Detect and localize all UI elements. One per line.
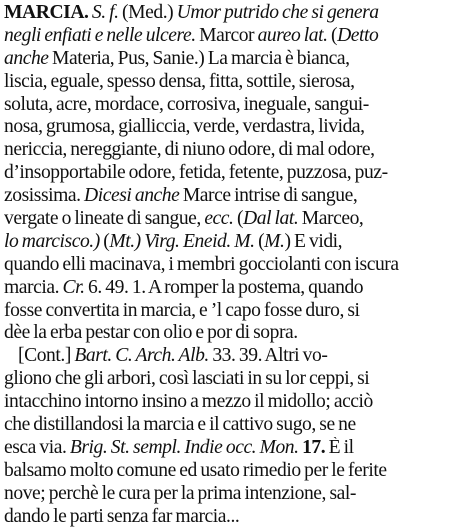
text-run: intacchino intorno insino a mezzo il midollo; acciò xyxy=(4,391,373,413)
text-run: zosissima. xyxy=(4,185,85,207)
entry-line xyxy=(4,460,462,483)
headword: MARCIA. xyxy=(4,2,89,23)
text-run: dèe la erba pestar con olio e por di sopra. xyxy=(4,322,298,344)
text-run: Dicesi anche xyxy=(84,185,180,207)
entry-line xyxy=(4,345,462,368)
text-run: ( xyxy=(99,230,110,252)
entry-line xyxy=(4,483,462,506)
entry-line xyxy=(4,185,462,208)
text-run: fosse convertita in marcia, e ’l capo fosse duro, si xyxy=(4,299,360,321)
entry-line xyxy=(4,139,462,162)
text-run: lo marcisco.) xyxy=(4,230,100,252)
entry-line xyxy=(4,368,462,391)
text-run: esca via. xyxy=(4,436,70,458)
entry-line xyxy=(4,71,462,94)
text-run: ( xyxy=(327,24,338,46)
text-run: Umor putrido che si genera xyxy=(176,2,379,23)
text-run: [Cont.] xyxy=(18,345,75,367)
text-run: ) E vidi, xyxy=(284,230,343,252)
entry-line xyxy=(4,391,462,414)
entry-line xyxy=(4,208,462,231)
text-run: ecc. xyxy=(204,208,234,230)
text-run: balsamo molto comune ed usato rimedio per le ferite xyxy=(4,459,387,481)
text-run: negli enfiati e nelle ulcere. xyxy=(4,24,196,46)
text-run: Cr. xyxy=(62,276,85,298)
text-run: Detto xyxy=(337,24,379,46)
text-run: Virg. Eneid. M. xyxy=(144,230,255,252)
text-run: marcia. xyxy=(4,276,63,298)
text-run: che distillandosi la marcia e il cattivo sugo, se ne xyxy=(4,414,356,436)
text-run: ( xyxy=(233,208,244,230)
text-run: Brig. St. sempl. Indie occ. Mon. xyxy=(69,436,299,458)
text-run: M. xyxy=(264,230,285,252)
text-run: Bart. C. Arch. Alb. xyxy=(74,345,209,367)
entry-line xyxy=(4,116,462,139)
text-run: Dal lat. xyxy=(243,208,299,230)
text-run: anche xyxy=(4,47,49,69)
text-run: nosa, grumosa, gialliccia, verde, verdastra, livida, xyxy=(4,116,365,138)
entry-line xyxy=(4,231,462,254)
entry-line xyxy=(4,162,462,185)
text-run: dando le parti senza far marcia... xyxy=(4,505,240,527)
text-run: vergate o lineate di sangue, xyxy=(4,208,205,230)
text-run: soluta, acre, mordace, corrosiva, ineguale, sangui- xyxy=(4,93,369,115)
entry-line xyxy=(4,48,462,71)
entry-line xyxy=(4,322,462,345)
text-run: Materia, Pus, Sanie.) La marcia è bianca, xyxy=(48,47,350,69)
text-run: d’insopportabile odore, fetida, fetente, puzzosa, puz- xyxy=(4,162,388,184)
text-run: 17. xyxy=(302,436,326,458)
entry-line xyxy=(4,414,462,437)
text-run: Marcor xyxy=(195,24,258,46)
text-run: gliono che gli arbori, così lasciati in su lor ceppi, si xyxy=(4,368,370,390)
text-run: S. f. xyxy=(91,2,119,23)
text-run: Mt.) xyxy=(109,230,141,252)
text-run: quando elli macinava, i membri gocciolanti con iscura xyxy=(4,253,399,275)
text-run: aureo lat. xyxy=(257,24,328,46)
text-run: Marceo, xyxy=(298,208,364,230)
entry-line xyxy=(4,300,462,323)
entry-line xyxy=(4,437,462,460)
text-run: nericcia, nereggiante, di niuno odore, di mal odore, xyxy=(4,139,375,161)
entry-line xyxy=(4,506,462,528)
entry-line xyxy=(4,254,462,277)
text-run: È il xyxy=(325,436,354,458)
text-run: Marce intrise di sangue, xyxy=(179,185,358,207)
entry-line xyxy=(4,2,462,25)
text-run: (Med.) xyxy=(118,2,177,23)
text-run: ( xyxy=(254,230,265,252)
text-run: 6. 49. 1. A romper la postema, quando xyxy=(84,276,364,298)
text-run: 33. 39. Altri vo- xyxy=(208,345,328,367)
entry-line xyxy=(4,94,462,117)
text-run: liscia, eguale, spesso densa, fitta, sottile, sierosa, xyxy=(4,70,355,92)
entry-text xyxy=(4,2,462,528)
entry-line xyxy=(4,25,462,48)
text-run: nove; perchè le cura per la prima intenzione, sal- xyxy=(4,482,356,504)
entry-line xyxy=(4,277,462,300)
